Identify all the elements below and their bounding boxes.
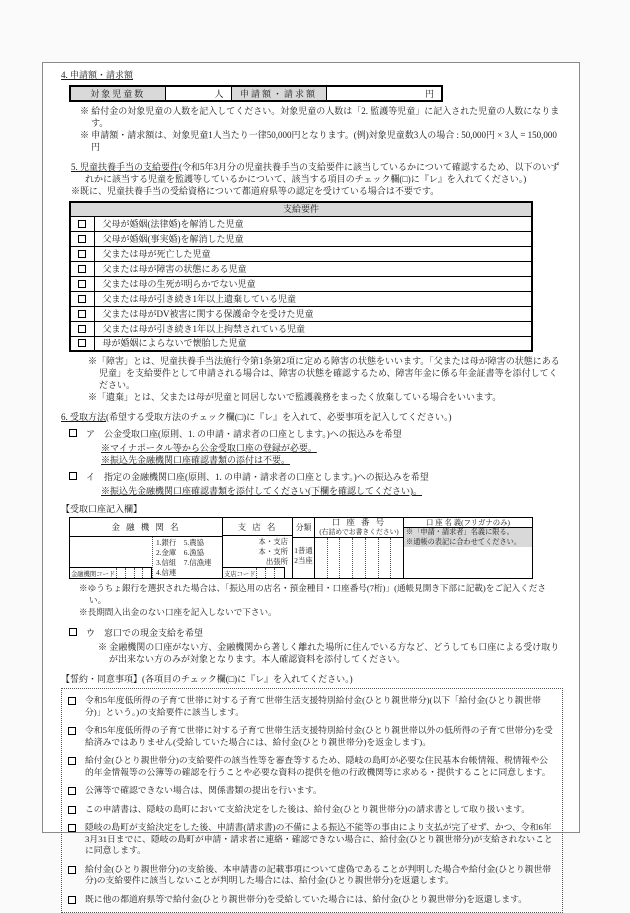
pledge-checkbox[interactable]	[68, 896, 76, 904]
account-number-cell[interactable]	[339, 538, 352, 578]
institution-code-cell[interactable]	[134, 568, 143, 578]
section6-title-note: (希望する受取方法のチェック欄(□)に『レ』を入れて、必要事項を記入してください。)	[106, 412, 452, 422]
option-i-label: イ 指定の金融機関口座(原則、1. の申請・請求者の口座とします。)への振込みを希望	[86, 472, 429, 482]
account-number-header	[315, 518, 403, 538]
checkbox-icon[interactable]	[78, 265, 86, 273]
pledge-title: 【誓約・同意事項】(各項目のチェック欄(□)に『レ』を入れてください。)	[61, 674, 353, 684]
eligibility-checkbox[interactable]	[70, 276, 94, 291]
eligibility-row	[70, 321, 532, 336]
eligibility-label: 父または母の生死が明らかでない児童	[94, 276, 532, 291]
pledge-text: 令和5年度低所得の子育て世帯に対する子育て世帯生活支援特別給付金(ひとり親世帯分)(以下「給付金(ひとり親世帯分)」という。)の支給要件に該当します。	[85, 695, 541, 717]
bank-note: ※長期間入出金のない口座を記入しないで下さい。	[79, 607, 277, 617]
section5-title: 5. 児童扶養手当の支給要件	[71, 162, 180, 172]
target-children-count-label: 対象児童数	[70, 86, 165, 101]
eligibility-checkbox[interactable]	[70, 336, 94, 351]
section6-title: 6. 受取方法	[61, 412, 107, 422]
amount-unit-label: 円	[424, 88, 434, 99]
checkbox-icon[interactable]	[78, 310, 86, 318]
option-i-checkbox[interactable]	[69, 472, 77, 480]
account-holder-header: 口 座 名 義(フリガナのみ)	[404, 518, 532, 528]
section5-note: ※「障害」とは、児童扶養手当法施行令第1条第2項に定める障害の状態をいいます。「父または母が障害の状態にある児童」を支給要件として申請される場合は、障害の状態を確認するため、障害年金に係る年金証書等を添付してください。	[88, 356, 560, 390]
eligibility-label: 父または母が引き続き1年以上遺棄している児童	[94, 291, 532, 306]
checkbox-icon[interactable]	[78, 250, 86, 258]
option-public-account	[69, 428, 563, 440]
section6-heading	[61, 411, 563, 423]
branch-code-strip	[223, 567, 285, 578]
account-number-cell[interactable]	[390, 538, 403, 578]
eligibility-label: 父または母が死亡した児童	[94, 246, 532, 261]
account-holder-note: ※通帳の表記に合わせてください。	[406, 537, 522, 546]
eligibility-label: 父母が婚姻(法律婚)を解消した児童	[94, 216, 532, 231]
section5-heading	[61, 161, 563, 185]
section4-note: ※ 給付金の対象児童の人数を記入してください。対象児童の人数は「2. 監護等児童」に記入された児童の人数になります。	[80, 106, 560, 128]
account-number-column	[314, 518, 403, 578]
account-type-column	[292, 518, 314, 578]
institution-code-cell[interactable]	[125, 568, 134, 578]
pledge-text: 給付金(ひとり親世帯分)の支給要件の該当性等を審査等するため、隠岐の島町が必要な住民基本台帳情報、税情報や公的年金情報等の公簿等の確認を行うことや必要な資料の提供を他の行政機関等に求める・提供することに同意します。	[85, 755, 551, 777]
option-u-checkbox[interactable]	[69, 628, 77, 636]
pledge-text: 令和5年度低所得の子育て世帯に対する子育て世帯生活支援特別給付金(ひとり親世帯以外の低所得の子育て世帯分)を受給済みではありません(受給していた場合には、給付金(ひとり親世帯分)を返金します)。	[85, 725, 553, 747]
bank-note: ※ゆうちょ銀行を選択された場合は、「振込用の店名・預金種目・口座番号(7桁)」(通帳見開き下部に記載)をご記入ください。	[79, 583, 546, 605]
account-number-cell[interactable]	[315, 538, 327, 578]
account-type-option: 1普通	[294, 546, 313, 555]
account-number-cell[interactable]	[352, 538, 365, 578]
eligibility-row	[70, 306, 532, 321]
claim-amount-field[interactable]	[326, 86, 442, 101]
option-a-label: ア 公金受取口座(原則、1. の申請・請求者の口座とします。)への振込みを希望	[86, 429, 402, 439]
eligibility-checkbox[interactable]	[70, 306, 94, 321]
eligibility-label: 父母が婚姻(事実婚)を解消した児童	[94, 231, 532, 246]
eligibility-row	[70, 246, 532, 261]
account-holder-column	[403, 518, 532, 578]
pledge-item	[68, 695, 554, 718]
eligibility-checkbox[interactable]	[70, 321, 94, 336]
institution-code-label: 金融機関コード	[71, 571, 116, 578]
institution-code-cell[interactable]	[116, 568, 125, 578]
branch-type-option: 本・支店	[258, 537, 288, 546]
eligibility-label: 父または母が引き続き1年以上拘禁されている児童	[94, 321, 532, 336]
branch-code-cell[interactable]	[274, 568, 283, 578]
institution-column	[70, 518, 222, 578]
section5-title-note: (令和5年3月分の児童扶養手当の支給要件に該当しているかについて確認するため、以下のいずれかに該当する児童を監護等しているかについて、該当する項目のチェック欄(□)に『レ』を入れてください。)	[85, 162, 560, 184]
account-number-cell[interactable]	[378, 538, 391, 578]
section4-heading: 4. 申請額・請求額	[61, 70, 134, 80]
institution-code-strip	[70, 567, 152, 578]
checkbox-icon[interactable]	[78, 220, 86, 228]
pledge-checkbox[interactable]	[68, 866, 76, 874]
eligibility-row	[70, 216, 532, 231]
pledge-checkbox[interactable]	[68, 727, 76, 735]
pledge-item	[68, 894, 554, 906]
account-number-title: 口 座 番 号	[331, 517, 387, 527]
branch-column	[222, 518, 292, 578]
pledge-checkbox[interactable]	[68, 697, 76, 705]
pledge-checkbox[interactable]	[68, 806, 76, 814]
option-u-label: ウ 窓口での現金支給を希望	[86, 628, 204, 638]
checkbox-icon[interactable]	[78, 295, 86, 303]
pledge-checkbox[interactable]	[68, 824, 76, 832]
pledge-text: 公簿等で確認できない場合は、関係書類の提出を行います。	[85, 785, 322, 795]
eligibility-checkbox[interactable]	[70, 216, 94, 231]
option-a-checkbox[interactable]	[69, 429, 77, 437]
institution-type-option: 2.金庫 6.漁協	[156, 548, 205, 557]
option-cash	[69, 627, 563, 639]
pledge-item	[68, 785, 554, 797]
branch-code-label: 支店コード	[224, 571, 256, 578]
account-number-subtitle: (右詰めでお書きください)	[319, 528, 399, 536]
eligibility-row	[70, 291, 532, 306]
section-payment-method	[61, 411, 563, 665]
account-entry-box-title: 【受取口座記入欄】	[61, 504, 143, 514]
pledge-item	[68, 755, 554, 778]
section-pledge	[61, 673, 563, 913]
pledge-item	[68, 725, 554, 748]
branch-type-option: 出張所	[265, 557, 288, 566]
eligibility-checkbox[interactable]	[70, 261, 94, 276]
checkbox-icon[interactable]	[78, 280, 86, 288]
eligibility-checkbox[interactable]	[70, 291, 94, 306]
checkbox-icon[interactable]	[78, 339, 86, 347]
section5-sub-note: ※既に、児童扶養手当の受給資格について都道府県等の認定を受けている場合は不要です。	[71, 186, 440, 196]
pledge-text: 既に他の都道府県等で給付金(ひとり親世帯分)を受給していた場合には、給付金(ひとり親世帯分)を返還します。	[85, 893, 528, 904]
section4-note: ※ 申請額・請求額は、対象児童1人当たり一律50,000円となります。(例)対象児童数3人の場合 : 50,000円 × 3人 = 150,000円	[80, 130, 557, 152]
branch-header: 支 店 名	[223, 518, 292, 536]
eligibility-table	[69, 201, 533, 352]
institution-name-field[interactable]	[70, 537, 152, 567]
section-eligibility	[61, 161, 563, 403]
pledge-item	[68, 822, 554, 857]
institution-code-cell[interactable]	[142, 568, 151, 578]
pledge-text: この申請書は、隠岐の島町において支給決定をした後は、給付金(ひとり親世帯分)の請求書として取り扱います。	[85, 803, 531, 814]
institution-type-option: 3.信組 7.信漁連	[156, 558, 212, 567]
branch-code-cell[interactable]	[256, 568, 265, 578]
eligibility-checkbox[interactable]	[70, 246, 94, 261]
eligibility-label: 父または母が障害の状態にある児童	[94, 261, 532, 276]
eligibility-row	[70, 231, 532, 246]
option-u-note: ※ 金融機関の口座がない方、金融機関から著しく離れた場所に住んでいる方など、どうしても口座による受け取りが出来ない方のみが対象となります。本人確認資料を添付してください。	[98, 642, 560, 664]
pledge-checkbox[interactable]	[68, 757, 76, 765]
institution-type-option: 4.信連	[156, 568, 177, 577]
institution-header: 金 融 機 関 名	[70, 518, 222, 537]
account-type-header: 分類	[293, 518, 314, 538]
amount-table	[69, 85, 443, 102]
section5-note: ※「遺棄」とは、父または母が児童と同居しないで監護義務をまったく放棄している場合をいいます。	[88, 392, 502, 402]
application-form-sheet	[42, 62, 580, 904]
eligibility-checkbox[interactable]	[70, 231, 94, 246]
checkbox-icon[interactable]	[78, 325, 86, 333]
option-i-note: ※振込先金融機関口座確認書類を添付してください(下欄を確認してください)。	[101, 486, 422, 496]
bank-account-table	[69, 517, 533, 579]
eligibility-table-header: 支給要件	[70, 202, 532, 216]
account-number-cell[interactable]	[365, 538, 378, 578]
checkbox-icon[interactable]	[78, 235, 86, 243]
pledge-checkbox[interactable]	[68, 787, 76, 795]
option-a-note: ※振込先金融機関口座確認書類の添付は不要。	[101, 455, 291, 465]
account-type-option: 2当座	[294, 556, 313, 565]
section-amount	[61, 69, 563, 153]
children-unit-label: 人	[214, 88, 224, 99]
account-holder-field[interactable]	[404, 547, 532, 578]
account-number-cell[interactable]	[327, 538, 340, 578]
eligibility-row	[70, 276, 532, 291]
pledge-item	[68, 804, 554, 816]
pledge-text: 給付金(ひとり親世帯分)の支給後、本申請書の記載事項について虚偽であることが判明した場合や給付金(ひとり親世帯分)の支給要件に該当しないことが判明した場合には、給付金(ひとり親世帯分)を返還します。	[85, 863, 552, 885]
option-designated-account	[69, 471, 563, 483]
account-holder-note: ※「申請・請求者」名義に限る。	[406, 528, 514, 536]
option-a-note: ※マイナポータル等から公金受取口座の登録が必要。	[101, 443, 317, 453]
eligibility-row	[70, 261, 532, 276]
branch-type-option: 本・支所	[258, 547, 288, 556]
pledge-box	[61, 688, 563, 913]
pledge-item	[68, 864, 554, 887]
eligibility-label: 母が婚姻によらないで懐胎した児童	[94, 336, 532, 351]
eligibility-row	[70, 336, 532, 351]
branch-code-cell[interactable]	[265, 568, 274, 578]
target-children-count-field[interactable]	[165, 86, 231, 101]
pledge-text: 隠岐の島町が支給決定をした後、申請書(請求書)の不備による振込不能等の事由により支払が完了せず、かつ、令和6年3月31日までに、隠岐の島町が申請・請求者に連絡・確認できない場合に、給付金(ひとり親世帯分)が支給されないことに同意します。	[85, 822, 553, 855]
claim-amount-label: 申請額・請求額	[231, 86, 326, 101]
institution-type-option: 1.銀行 5.農協	[156, 538, 205, 547]
eligibility-label: 父または母がDV被害に関する保護命令を受けた児童	[94, 306, 532, 321]
